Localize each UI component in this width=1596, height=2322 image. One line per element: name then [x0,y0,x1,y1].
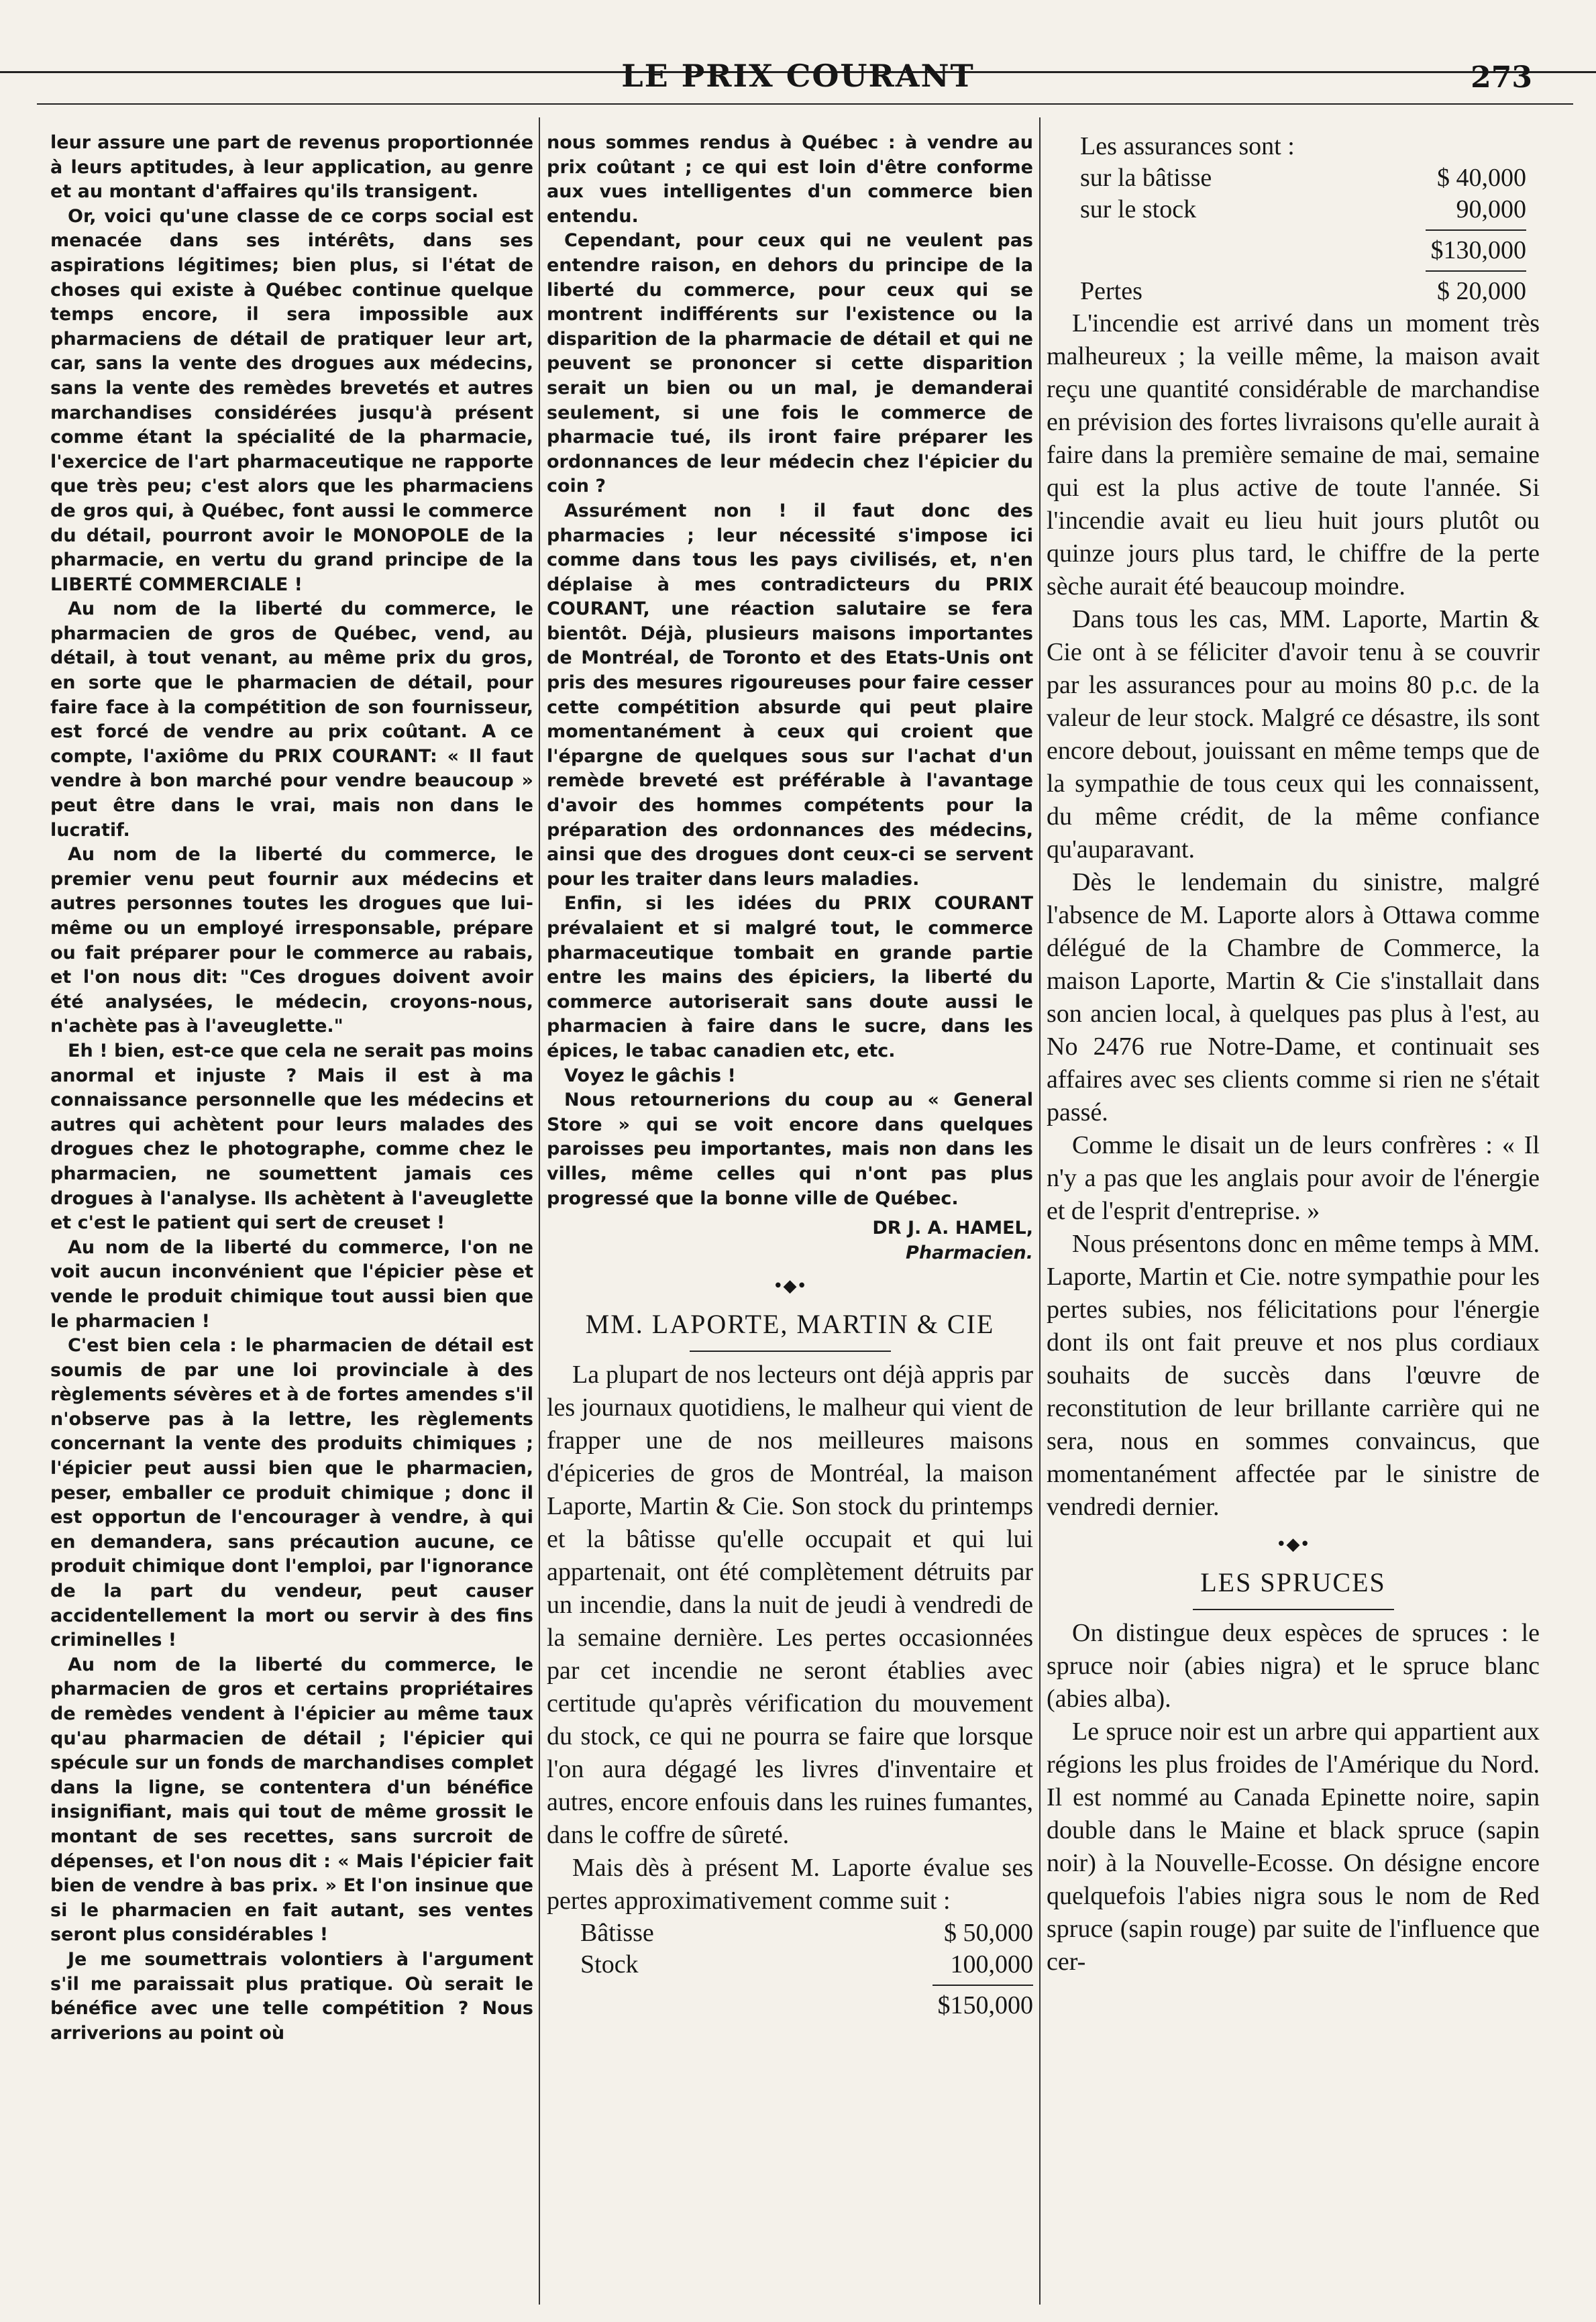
paragraph: Dans tous les cas, MM. Laporte, Martin & Cie ont à se féliciter d'avoir tenu à se couvrir par les assurances pour au moins 80 p.c. de la valeur de leur stock. Malgré ce désastre, ils sont encore debout, jouissant en même temps que de la sympathie de tous ceux qui les connaissent, du même crédit, de la même confiance qu'auparavant. [1047,605,1540,863]
paragraph: nous sommes rendus à Québec : à vendre au prix coûtant ; ce qui est loin d'être conforme aux vues intelligentes d'un commerce bien entendu. [547,132,1033,227]
insurance-value: 90,000 [1456,195,1526,223]
paragraph: Assurément non ! il faut donc des pharmacies ; leur nécessité s'impose ici comme dans tous les pays civilisés, et, n'en déplaise à mes contradicteurs du PRIX COURANT, une réaction salutaire se fera bientôt. Déjà, plusieurs maisons importantes de Montréal, de Toronto et des Etats-Unis ont pris des mesures rigoureuses pour faire cesser cette compétition absurde qui peut plaire momentanément à ceux qui croient que l'épargne de quelques sous sur l'achat d'un remède breveté est préférable à l'avantage d'avoir des hommes compétents pour la préparation des ordonnances des médecins, ainsi que des drogues dont ceux-ci se servent pour les traiter dans leurs maladies. [547,500,1033,890]
paragraph: Nous retournerions du coup au « General Store » qui se voit encore dans quelques paroisses peu importantes, mais non dans les villes, même celles qui n'ont pas plus progressé que la bonne ville de Québec. [547,1090,1033,1209]
losses-label: Bâtisse [580,1919,654,1948]
heading-rule [690,1351,891,1352]
insurance-table [1047,131,1540,307]
pertes-label: Pertes [1080,277,1142,305]
header-rule-bottom [37,103,1573,105]
paragraph: On distingue deux espèces de spruces : le spruce noir (abies nigra) et le spruce blanc (abies alba). [1047,1619,1540,1713]
sum-rule [1426,229,1526,231]
hamel-letter-continued [547,131,1033,1265]
page-title: LE PRIX COURANT [621,58,975,94]
insurance-value: $ 40,000 [1437,164,1526,192]
pertes-value: $ 20,000 [1437,277,1526,305]
paragraph: Eh ! bien, est-ce que cela ne serait pas moins anormal et injuste ? Mais il est à ma connaissance personnelle que les médecins et autres qui achètent pour leurs malades des drogues chez le photographe, comme chez le pharmacien, ne soumettent jamais ces drogues à l'analyse. Ils achètent à l'aveuglette et c'est le patient qui sert de creuset ! [50,1040,533,1234]
column-1 [50,131,533,2298]
page-number: 273 [1471,60,1532,95]
paragraph: Au nom de la liberté du commerce, le pharmacien de gros de Québec, vend, au détail, à tout venant, au même prix du gros, en sorte que le pharmacien de détail, pour faire face à la compétition de son fournisseur, est forcé de vendre au prix coûtant. A ce compte, l'axiôme du PRIX COURANT: « Il faut vendre à bon marché pour vendre beaucoup » peut être dans le vrai, mais non dans le lucratif. [50,598,533,841]
laporte-article [547,1359,1033,1917]
paragraph: Au nom de la liberté du commerce, l'on ne voit aucun inconvénient que l'épicier pèse et vende le produit chimique tout aussi bien que le pharmacien ! [50,1236,533,1332]
losses-total-row [580,1990,1033,2021]
paragraph: Or, voici qu'une classe de ce corps social est menacée dans ses intérêts, dans ses aspirations légitimes; bien plus, si l'état de choses qui existe à Québec continue quelque temps encore, il sera impossible aux pharmaciens de détail de pratiquer leur art, car, sans la vente des drogues aux médecins, sans la vente des remèdes brevetés et autres marchandises considérées jusqu'à présent comme étant la spécialité de la pharmacie, l'exercice de l'art pharmaceutique ne rapporte que très peu; c'est alors que les pharmaciens de gros qui, à Québec, font aussi le commerce du détail, pourront avoir le MONOPOLE de la pharmacie, en vertu du grand principe de la LIBERTÉ COMMERCIALE ! [50,205,533,595]
column-divider-2 [1039,117,1041,2305]
paragraph: Cependant, pour ceux qui ne veulent pas entendre raison, en dehors du principe de la liberté du commerce, pour ceux qui se montrent indifférents sur l'existence ou la disparition de la pharmacie de détail et qui ne peuvent se prononcer si cette disparition serait un bien ou un mal, je demanderai seulement, si une fois le commerce de pharmacie tué, ils iront faire préparer les ordonnances de leur médecin chez l'épicier du coin ? [547,230,1033,497]
paragraph: L'incendie est arrivé dans un moment très malheureux ; la veille même, la maison avait reçu une quantité considérable de marchandise en prévision des fortes livraisons qu'elle aurait à faire dans la première semaine de mai, semaine qui est la plus active de toute l'année. Si l'incendie avait eu lieu huit jours plutôt ou quinze jours plus tard, le chiffre de la perte sèche aurait été beaucoup moindre. [1047,309,1540,600]
page-header [0,38,1596,111]
losses-row [580,1949,1033,1981]
sum-rule [933,1985,1033,1986]
insurance-label: sur la bâtisse [1080,164,1212,192]
paragraph: Au nom de la liberté du commerce, le pharmacien de gros et certains propriétaires de remèdes vendent à l'épicier au même taux qu'au pharmacien de détail ; l'épicier qui spécule sur un fonds de marchandises complet dans la ligne, se contentera d'un bénéfice insignifiant, mais qui tout de même grossit le montant de ses recettes, sans surcroit de dépenses, et l'on nous dit : « Mais l'épicier fait bien de vendre à bas prix. » Et l'on insinue que si le pharmacien en fait autant, ses ventes seront plus considérables ! [50,1654,533,1946]
losses-value: $ 50,000 [944,1919,1033,1948]
insurance-label: sur le stock [1080,195,1197,223]
paragraph: Enfin, si les idées du PRIX COURANT prévalaient et si malgré tout, le commerce pharmaceutique tombait en grande partie entre les mains des épiciers, la liberté du commerce autoriserait sans doute aussi le pharmacien à faire dans le sucre, dans les épices, le tabac canadien etc, etc. [547,893,1033,1061]
section-ornament: •◆• [1276,1534,1310,1554]
insurance-total: $130,000 [1430,236,1526,264]
insurance-row [1080,194,1526,225]
column-2 [547,131,1033,2298]
paragraph: Comme le disait un de leurs confrères : « Il n'y a pas que les anglais pour avoir de l'énergie et de l'esprit d'entreprise. » [1047,1131,1540,1225]
losses-total: $150,000 [937,1991,1033,2020]
insurance-intro: Les assurances sont : [1080,132,1295,160]
signature-title: Pharmacien. [906,1242,1033,1263]
paragraph: La plupart de nos lecteurs ont déjà appris par les journaux quotidiens, le malheur qui vient de frapper une de nos meilleures maisons d'épiceries de gros de Montréal, la maison Laporte, Martin & Cie. Son stock du printemps et la bâtisse qu'elle occupait et qui lui appartenait, ont été complètement détruits par un incendie, dans la nuit de jeudi à vendredi de la semaine dernière. Les pertes occasionnées par cet incendie ne seront établies avec certitude qu'après vérification du mouvement du stock, ce qui ne pourra se faire que lorsque l'on aura dégagé les livres d'inventaire et autres, encore enfouis dans les ruines fumantes, dans le coffre de sûreté. [547,1361,1033,1850]
sum-rule [1426,270,1526,272]
paragraph: leur assure une part de revenus proportionnée à leurs aptitudes, à leur application, au genre et au montant d'affaires qu'ils transigent. [50,132,533,203]
paragraph: C'est bien cela : le pharmacien de détail est soumis de par une loi provinciale à des règlements sévères et à de fortes amendes s'il n'observe pas à la lettre, les règlements concernant la vente des produits chimiques ; l'épicier peut aussi bien que le pharmacien, peser, emballer ce produit chimique ; donc il est opportun de l'encourager à vendre, à qui en demandera, sans précaution aucune, ce produit chimique dont l'emploi, par l'ignorance de la part du vendeur, peut causer accidentellement la mort ou servir à des fins criminelles ! [50,1335,533,1651]
signature: DR J. A. HAMEL, [872,1218,1033,1239]
section-ornament: •◆• [773,1276,807,1297]
section-heading-spruces: LES SPRUCES [1200,1567,1386,1597]
insurance-total-row [1080,235,1526,266]
paragraph: Je me soumettrais volontiers à l'argument s'il me paraissait plus pratique. Où serait le bénéfice avec une telle compétition ? Nous arriverions au point où [50,1948,533,2044]
paragraph: Nous présentons donc en même temps à MM. Laporte, Martin et Cie. notre sympathie pour les pertes subies, nos félicitations pour l'énergie dont ils ont fait preuve et nos plus cordiaux souhaits de succès dans l'œuvre de reconstitution de leur brillante carrière qui ne sera, nous en sommes convaincus, que momentanément affectée par le sinistre de vendredi dernier. [1047,1230,1540,1521]
paragraph: Au nom de la liberté du commerce, le premier venu peut fournir aux médecins et autres personnes toutes les drogues que lui-même ou un employé irresponsable, prépare ou fait préparer pour le commerce au rabais, et l'on nous dit: "Ces drogues doivent avoir été analysées, le médecin, croyons-nous, n'achète pas à l'aveuglette." [50,844,533,1037]
pertes-row [1080,276,1526,307]
losses-value: 100,000 [950,1950,1033,1979]
section-heading-laporte: MM. LAPORTE, MARTIN & CIE [585,1309,995,1340]
losses-label: Stock [580,1950,639,1979]
losses-table [547,1917,1033,2021]
heading-rule [1193,1609,1394,1610]
losses-row [580,1917,1033,1949]
paragraph: Voyez le gâchis ! [564,1065,736,1086]
paragraph: Le spruce noir est un arbre qui appartient aux régions les plus froides de l'Amérique du Nord. Il est nommé au Canada Epinette noire, sapin double dans le Maine et black spruce (sapin noir) à la Nouvelle-Ecosse. On désigne encore quelquefois l'abies nigra sous le nom de Red spruce (sapin rouge) par suite de l'influence que cer- [1047,1718,1540,1976]
insurance-row [1080,162,1526,194]
paragraph: Dès le lendemain du sinistre, malgré l'absence de M. Laporte alors à Ottawa comme délégué de la Chambre de Commerce, la maison Laporte, Martin & Cie s'installait dans son ancien local, à quelques pas plus à l'est, au No 2476 rue Notre-Dame, et continuait ses affaires avec ses clients comme si rien ne s'était passé. [1047,868,1540,1126]
column-3 [1047,131,1540,2298]
column-divider-1 [539,117,540,2305]
paragraph: Mais dès à présent M. Laporte évalue ses pertes approximativement comme suit : [547,1854,1033,1915]
